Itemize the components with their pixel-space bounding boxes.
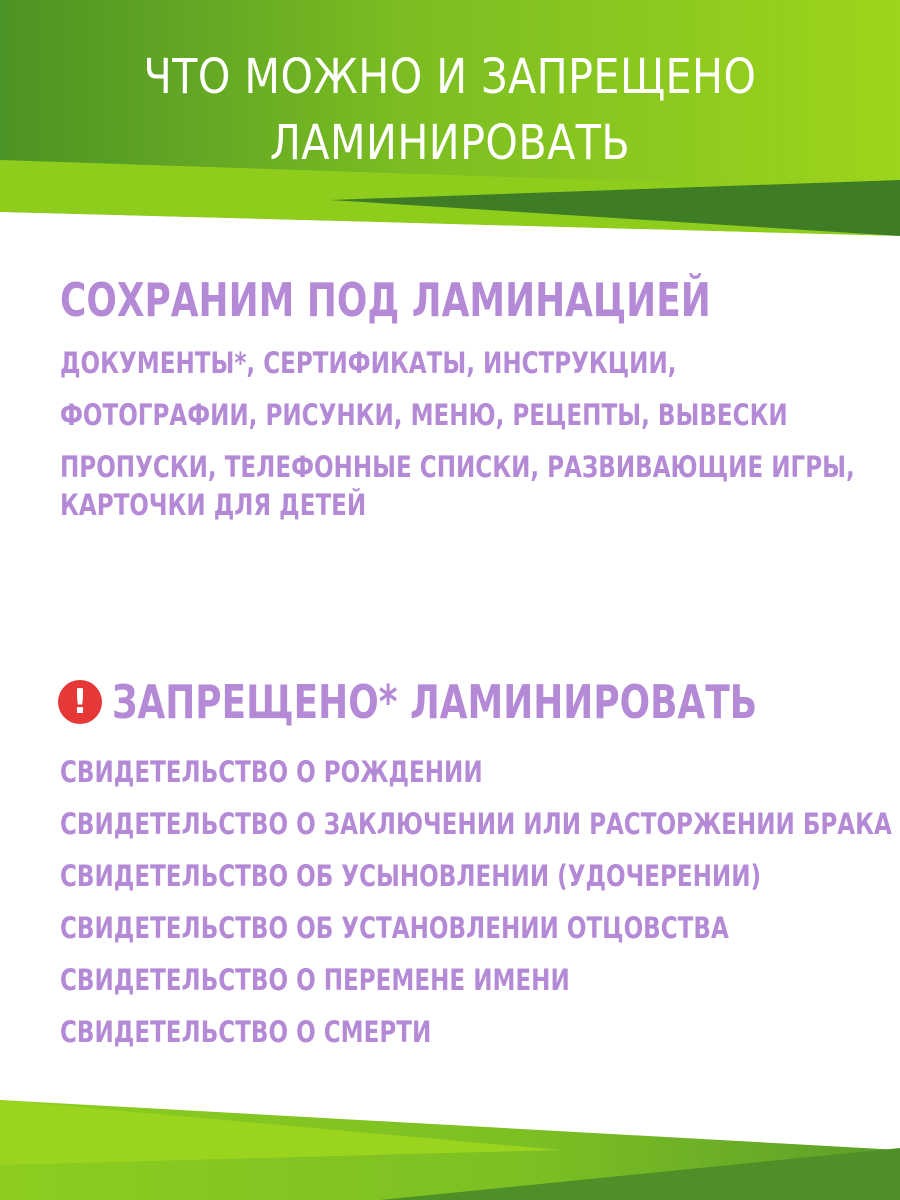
forbidden-item: СВИДЕТЕЛЬСТВО О СМЕРТИ [60, 1015, 432, 1049]
forbidden-list [60, 746, 890, 1058]
forbidden-heading-row [60, 672, 890, 732]
page-title [63, 44, 837, 176]
forbidden-item: СВИДЕТЕЛЬСТВО ОБ УСТАНОВЛЕНИИ ОТЦОВСТВА [60, 911, 729, 945]
forbidden-item: СВИДЕТЕЛЬСТВО О РОЖДЕНИИ [60, 755, 483, 789]
page-title-line-2: ЛАМИНИРОВАТЬ [269, 115, 631, 171]
forbidden-item: СВИДЕТЕЛЬСТВО О ПЕРЕМЕНЕ ИМЕНИ [60, 963, 570, 997]
allowed-section [60, 270, 890, 524]
forbidden-item: СВИДЕТЕЛЬСТВО О ЗАКЛЮЧЕНИИ ИЛИ РАСТОРЖЕНИИ БРАКА [60, 807, 892, 841]
allowed-item: ФОТОГРАФИИ, РИСУНКИ, МЕНЮ, РЕЦЕПТЫ, ВЫВЕСКИ [60, 398, 788, 432]
bottom-wave [0, 1100, 900, 1200]
forbidden-heading: ЗАПРЕЩЕНО* ЛАМИНИРОВАТЬ [112, 675, 758, 729]
forbidden-item: СВИДЕТЕЛЬСТВО ОБ УСЫНОВЛЕНИИ (УДОЧЕРЕНИИ) [60, 859, 762, 893]
exclamation-icon: ! [58, 680, 102, 724]
allowed-heading: СОХРАНИМ ПОД ЛАМИНАЦИЕЙ [60, 273, 711, 327]
forbidden-section [60, 672, 890, 1058]
allowed-item: КАРТОЧКИ ДЛЯ ДЕТЕЙ [60, 488, 367, 522]
allowed-item: ДОКУМЕНТЫ*, СЕРТИФИКАТЫ, ИНСТРУКЦИИ, [60, 346, 677, 380]
allowed-item: ПРОПУСКИ, ТЕЛЕФОННЫЕ СПИСКИ, РАЗВИВАЮЩИЕ ИГРЫ, [60, 450, 855, 484]
page-title-line-1: ЧТО МОЖНО И ЗАПРЕЩЕНО [143, 49, 757, 105]
